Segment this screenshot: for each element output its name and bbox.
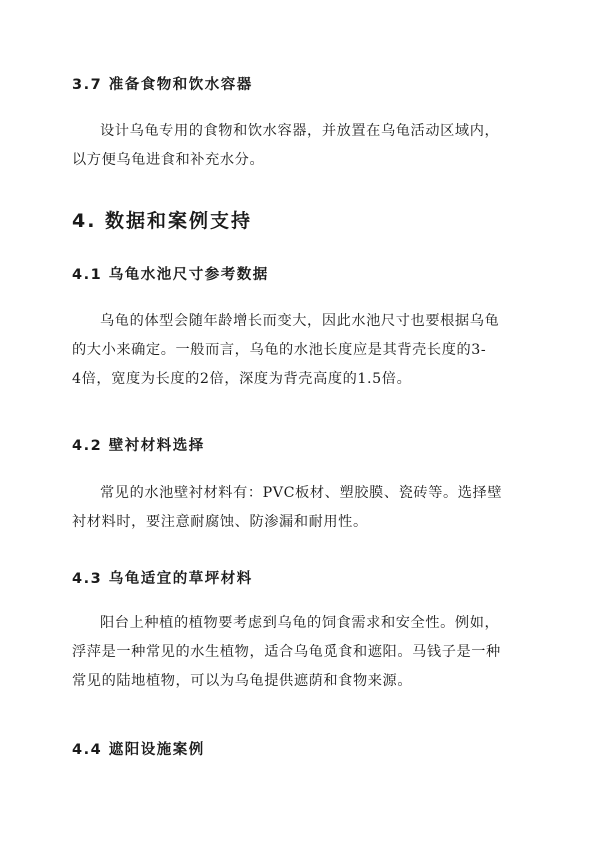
section-4-heading: 4. 数据和案例支持: [72, 210, 253, 232]
section-4-1-paragraph: [72, 308, 528, 392]
section-4-3-paragraph: [72, 610, 528, 694]
section-4-2-heading: 4.2 壁衬材料选择: [72, 438, 205, 454]
paragraph-line: 浮萍是一种常见的水生植物，适合乌龟觅食和遮阳。马钱子是一种: [72, 644, 501, 660]
section-4-3-heading: 4.3 乌龟适宜的草坪材料: [72, 571, 253, 587]
section-4-1-heading: 4.1 乌龟水池尺寸参考数据: [72, 267, 269, 283]
paragraph-line: 乌龟的体型会随年龄增长而变大，因此水池尺寸也要根据乌龟: [100, 313, 500, 329]
paragraph-line: 常见的陆地植物，可以为乌龟提供遮荫和食物来源。: [72, 673, 413, 689]
paragraph-line: 4倍，宽度为长度的2倍，深度为背壳高度的1.5倍。: [72, 371, 412, 387]
section-3-7-heading: 3.7 准备食物和饮水容器: [72, 77, 253, 93]
paragraph-line: 设计乌龟专用的食物和饮水容器，并放置在乌龟活动区域内，: [100, 123, 500, 139]
paragraph-line: 衬材料时，要注意耐腐蚀、防渗漏和耐用性。: [72, 514, 368, 530]
paragraph-line: 常见的水池壁衬材料有：PVC板材、塑胶膜、瓷砖等。选择壁: [100, 485, 503, 501]
paragraph-line: 阳台上种植的植物要考虑到乌龟的饲食需求和安全性。例如，: [100, 615, 500, 631]
section-4-4-heading: 4.4 遮阳设施案例: [72, 742, 205, 758]
section-3-7-paragraph: [72, 118, 528, 173]
paragraph-line: 以方便乌龟进食和补充水分。: [72, 152, 265, 168]
paragraph-line: 的大小来确定。一般而言，乌龟的水池长度应是其背壳长度的3-: [72, 342, 487, 358]
section-4-2-paragraph: [72, 480, 528, 535]
